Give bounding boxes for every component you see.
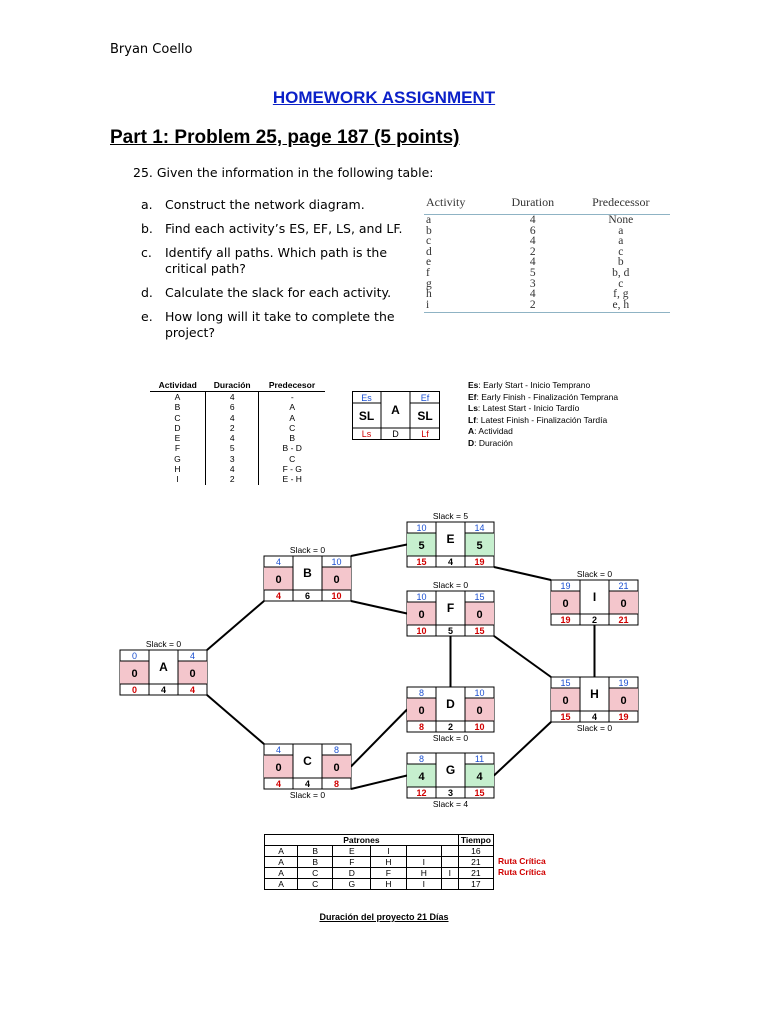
critical-path-note: Ruta Crítica <box>498 867 546 877</box>
table-cell: 2 <box>205 423 259 433</box>
path-cell: A <box>265 857 298 868</box>
path-cell: E <box>333 846 371 857</box>
late-start: 15 <box>416 557 427 567</box>
duration: 4 <box>160 685 167 695</box>
duration: 4 <box>304 779 311 789</box>
early-finish: 19 <box>618 678 629 688</box>
slack-label: Slack = 4 <box>432 799 469 809</box>
table-cell: a <box>618 224 624 237</box>
path-cell: D <box>333 868 371 879</box>
network-edge <box>351 710 407 767</box>
table-cell: 6 <box>205 402 259 412</box>
column-header: Duración <box>205 380 259 392</box>
table-cell: h <box>426 288 432 301</box>
slack-label: Slack = 5 <box>432 511 469 521</box>
question-text: Find each activity’s ES, EF, LS, and LF. <box>165 221 403 236</box>
activity-label: H <box>590 687 599 701</box>
question-item <box>141 285 411 301</box>
activity-label: I <box>592 590 597 604</box>
activity-node <box>407 511 494 567</box>
early-start: 0 <box>131 651 138 661</box>
table-cell: 5 <box>529 266 536 279</box>
path-cell <box>441 857 458 868</box>
path-cell: H <box>371 857 406 868</box>
question-letter: c. <box>141 245 152 260</box>
table-cell: C <box>174 412 181 423</box>
slack-left: 0 <box>562 598 569 610</box>
table-cell: I <box>176 474 179 485</box>
legend-ef: Ef <box>420 393 430 403</box>
slack-right: 5 <box>476 540 483 552</box>
path-cell <box>441 846 458 857</box>
network-edge <box>207 695 264 744</box>
slack-left: 0 <box>131 668 138 680</box>
path-cell: B <box>298 846 333 857</box>
page-title: HOMEWORK ASSIGNMENT <box>272 88 496 107</box>
table-row <box>424 268 670 279</box>
late-start: 12 <box>416 788 427 798</box>
activity-label: A <box>159 660 168 674</box>
question-letter: b. <box>141 221 153 236</box>
table-cell: F <box>174 443 181 454</box>
table-cell: 4 <box>529 288 536 301</box>
column-header: Patrones <box>265 835 459 846</box>
table-cell: c <box>618 245 624 258</box>
late-finish: 8 <box>333 779 340 789</box>
table-row <box>150 433 325 443</box>
activity-node <box>264 744 351 800</box>
table-cell: None <box>608 214 634 226</box>
duration: 4 <box>591 712 598 722</box>
duration: 4 <box>447 557 454 567</box>
path-cell: A <box>265 846 298 857</box>
table-cell: g <box>426 277 432 290</box>
time-cell: 16 <box>458 846 493 857</box>
late-start: 4 <box>275 779 282 789</box>
early-finish: 15 <box>474 592 485 602</box>
table-cell: E <box>174 433 181 444</box>
column-header: Activity <box>424 193 494 215</box>
question-item <box>141 221 411 237</box>
early-start: 10 <box>416 592 427 602</box>
question-text: Construct the network diagram. <box>165 197 365 212</box>
slack-label: Slack = 0 <box>432 733 469 743</box>
table-cell: - <box>259 392 325 403</box>
duration: 3 <box>447 788 454 798</box>
table-cell: b, d <box>612 266 630 279</box>
legend-es: Es <box>361 393 372 403</box>
table-row <box>424 289 670 300</box>
table-row <box>424 226 670 237</box>
late-start: 10 <box>416 626 427 636</box>
table-cell: E - H <box>259 474 325 484</box>
slack-left: 4 <box>418 771 425 783</box>
table-cell: c <box>426 235 432 248</box>
network-edge <box>207 601 264 650</box>
table-cell: f <box>426 266 430 279</box>
early-finish: 11 <box>474 754 485 764</box>
early-finish: 21 <box>618 581 629 591</box>
table-row <box>424 279 670 290</box>
column-header: Predecesor <box>259 380 325 392</box>
table-cell: A <box>259 413 325 423</box>
table-row <box>150 454 325 464</box>
network-edge <box>494 636 551 677</box>
activity-node <box>551 569 638 625</box>
table-cell: c <box>618 277 624 290</box>
table-cell: e <box>426 256 432 269</box>
table-cell: 4 <box>529 214 536 226</box>
table-cell: A <box>259 402 325 412</box>
table-cell: 2 <box>205 474 259 484</box>
table-row <box>150 423 325 433</box>
late-start: 8 <box>418 722 425 732</box>
legend-line: Ef: Early Finish - Finalización Temprana <box>468 391 619 402</box>
network-edge <box>494 567 551 580</box>
table-cell: H <box>174 464 181 475</box>
path-cell: C <box>298 879 333 890</box>
activity-label: G <box>445 763 456 777</box>
table-cell: a <box>426 214 432 226</box>
table-row <box>150 443 325 453</box>
path-cell <box>406 846 441 857</box>
duration: 5 <box>447 626 454 636</box>
column-header: Duration <box>494 193 570 215</box>
path-cell: A <box>265 879 298 890</box>
late-finish: 21 <box>618 615 629 625</box>
activity-label: D <box>446 697 455 711</box>
table-row <box>150 392 325 403</box>
activity-node <box>407 687 494 743</box>
author-name: Bryan Coello <box>110 42 193 57</box>
time-cell: 21 <box>458 868 493 879</box>
late-finish: 10 <box>474 722 485 732</box>
path-cell: G <box>333 879 371 890</box>
legend-line: A: Actividad <box>468 426 513 437</box>
activity-label: E <box>446 532 455 546</box>
activity-node <box>264 545 351 601</box>
table-row <box>150 402 325 412</box>
path-cell <box>441 879 458 890</box>
slack-left: 0 <box>562 695 569 707</box>
time-cell: 17 <box>458 879 493 890</box>
question-item <box>141 245 411 277</box>
path-cell: I <box>371 846 406 857</box>
question-letter: a. <box>141 197 153 212</box>
early-start: 8 <box>418 754 425 764</box>
slack-label: Slack = 0 <box>432 580 469 590</box>
question-item <box>141 197 411 213</box>
question-text: Calculate the slack for each activity. <box>165 285 392 300</box>
table-cell: d <box>426 245 432 258</box>
late-finish: 15 <box>474 788 485 798</box>
legend-sl-left: SL <box>358 409 375 423</box>
table-row <box>150 474 325 484</box>
paths-summary-table <box>264 834 494 890</box>
duration: 6 <box>304 591 311 601</box>
path-cell: F <box>333 857 371 868</box>
question-letter: e. <box>141 309 153 324</box>
table-cell: b <box>617 256 624 269</box>
table-cell: 4 <box>205 433 259 443</box>
activity-node <box>120 639 207 695</box>
table-cell: 4 <box>205 392 259 403</box>
early-start: 8 <box>418 688 425 698</box>
activity-label: C <box>303 754 312 768</box>
duration: 2 <box>447 722 454 732</box>
activity-label: B <box>303 566 312 580</box>
textbook-activity-table <box>424 193 670 313</box>
early-start: 4 <box>275 745 282 755</box>
late-finish: 19 <box>474 557 485 567</box>
column-header: Predecessor <box>570 193 670 215</box>
problem-intro: 25. Given the information in the following table: <box>133 165 434 180</box>
slack-right: 0 <box>476 609 483 621</box>
slack-left: 0 <box>275 762 282 774</box>
activity-node <box>407 580 494 636</box>
slack-right: 0 <box>476 705 483 717</box>
legend-line: Ls: Latest Start - Inicio Tardío <box>468 403 580 414</box>
column-header: Actividad <box>150 380 205 392</box>
early-finish: 8 <box>333 745 340 755</box>
table-cell: A <box>174 392 181 402</box>
table-cell: f, g <box>613 288 629 301</box>
question-list <box>141 197 411 349</box>
project-duration: Duración del proyecto 21 Días <box>319 912 449 922</box>
table-cell: i <box>424 300 494 313</box>
slack-right: 4 <box>476 771 483 783</box>
table-cell: 4 <box>205 464 259 474</box>
table-row <box>265 857 494 868</box>
activity-table <box>150 380 325 485</box>
network-edge <box>351 601 407 614</box>
table-cell: 3 <box>529 277 536 290</box>
legend-lf: Lf <box>421 429 429 439</box>
path-cell: C <box>298 868 333 879</box>
table-cell: 2 <box>494 300 570 313</box>
slack-left: 5 <box>418 540 425 552</box>
table-row <box>424 300 670 313</box>
question-text: How long will it take to complete the project? <box>165 309 395 340</box>
legend-duration: D <box>392 429 399 439</box>
late-start: 19 <box>560 615 571 625</box>
table-row <box>424 236 670 247</box>
slack-left: 0 <box>418 609 425 621</box>
late-start: 4 <box>275 591 282 601</box>
table-cell: 4 <box>205 413 259 423</box>
legend-line: Lf: Latest Finish - Finalización Tardía <box>468 414 608 425</box>
activity-node <box>407 753 494 809</box>
early-finish: 10 <box>331 557 342 567</box>
duration: 2 <box>591 615 598 625</box>
table-cell: B <box>259 433 325 443</box>
late-finish: 15 <box>474 626 485 636</box>
late-finish: 10 <box>331 591 342 601</box>
slack-left: 0 <box>275 574 282 586</box>
question-letter: d. <box>141 285 153 300</box>
table-row <box>150 413 325 423</box>
early-start: 4 <box>275 557 282 567</box>
table-row <box>424 215 670 226</box>
late-finish: 19 <box>618 712 629 722</box>
late-start: 15 <box>560 712 571 722</box>
late-finish: 4 <box>189 685 196 695</box>
slack-right: 0 <box>620 598 627 610</box>
early-finish: 10 <box>474 688 485 698</box>
table-cell: D <box>174 422 181 433</box>
activity-label: F <box>446 601 455 615</box>
table-cell: C <box>259 454 325 464</box>
slack-right: 0 <box>620 695 627 707</box>
column-header: Tiempo <box>458 835 493 846</box>
slack-label: Slack = 0 <box>289 545 326 555</box>
table-row <box>265 868 494 879</box>
table-cell: C <box>259 423 325 433</box>
table-cell: b <box>426 224 432 237</box>
network-edge <box>351 545 407 557</box>
node-legend-box <box>352 391 442 441</box>
legend-sl-right: SL <box>417 409 433 423</box>
path-cell: H <box>406 868 441 879</box>
table-cell: B - D <box>259 443 325 453</box>
legend-line: Es: Early Start - Inicio Temprano <box>468 380 591 390</box>
slack-right: 0 <box>189 668 196 680</box>
path-cell: I <box>441 868 458 879</box>
slack-label: Slack = 0 <box>289 790 326 800</box>
table-row <box>265 879 494 890</box>
early-start: 15 <box>560 678 571 688</box>
table-cell: 2 <box>529 245 536 258</box>
table-cell: B <box>174 402 181 413</box>
slack-label: Slack = 0 <box>145 639 182 649</box>
legend-line: D: Duración <box>468 437 513 448</box>
table-cell: 4 <box>529 256 536 269</box>
early-start: 10 <box>416 523 427 533</box>
early-finish: 14 <box>474 523 485 533</box>
slack-right: 0 <box>333 762 340 774</box>
slack-label: Slack = 0 <box>576 569 613 579</box>
path-cell: F <box>371 868 406 879</box>
activity-node <box>551 677 638 733</box>
slack-right: 0 <box>333 574 340 586</box>
table-cell: 5 <box>205 443 259 453</box>
table-cell: 6 <box>529 224 536 237</box>
path-cell: H <box>371 879 406 890</box>
path-cell: I <box>406 879 441 890</box>
legend-ls: Ls <box>361 429 372 439</box>
table-cell: e, h <box>570 300 670 313</box>
path-cell: I <box>406 857 441 868</box>
network-diagram <box>0 500 768 820</box>
legend-definitions <box>468 380 648 450</box>
question-item <box>141 309 411 341</box>
table-row <box>424 257 670 268</box>
table-cell: G <box>174 453 181 464</box>
table-row <box>424 247 670 258</box>
table-cell: 3 <box>205 454 259 464</box>
slack-left: 0 <box>418 705 425 717</box>
network-edge <box>351 776 407 790</box>
path-cell: B <box>298 857 333 868</box>
table-cell: a <box>618 235 624 248</box>
network-edge <box>494 722 551 776</box>
table-cell: 4 <box>529 235 536 248</box>
table-row <box>265 846 494 857</box>
table-row <box>150 464 325 474</box>
early-finish: 4 <box>189 651 196 661</box>
early-start: 19 <box>560 581 571 591</box>
question-text: Identify all paths. Which path is the critical path? <box>165 245 388 276</box>
time-cell: 21 <box>458 857 493 868</box>
path-cell: A <box>265 868 298 879</box>
part-heading: Part 1: Problem 25, page 187 (5 points) <box>110 127 460 148</box>
late-start: 0 <box>131 685 138 695</box>
slack-label: Slack = 0 <box>576 723 613 733</box>
table-cell: F - G <box>259 464 325 474</box>
legend-activity: A <box>391 403 400 417</box>
critical-path-note: Ruta Crítica <box>498 856 546 866</box>
